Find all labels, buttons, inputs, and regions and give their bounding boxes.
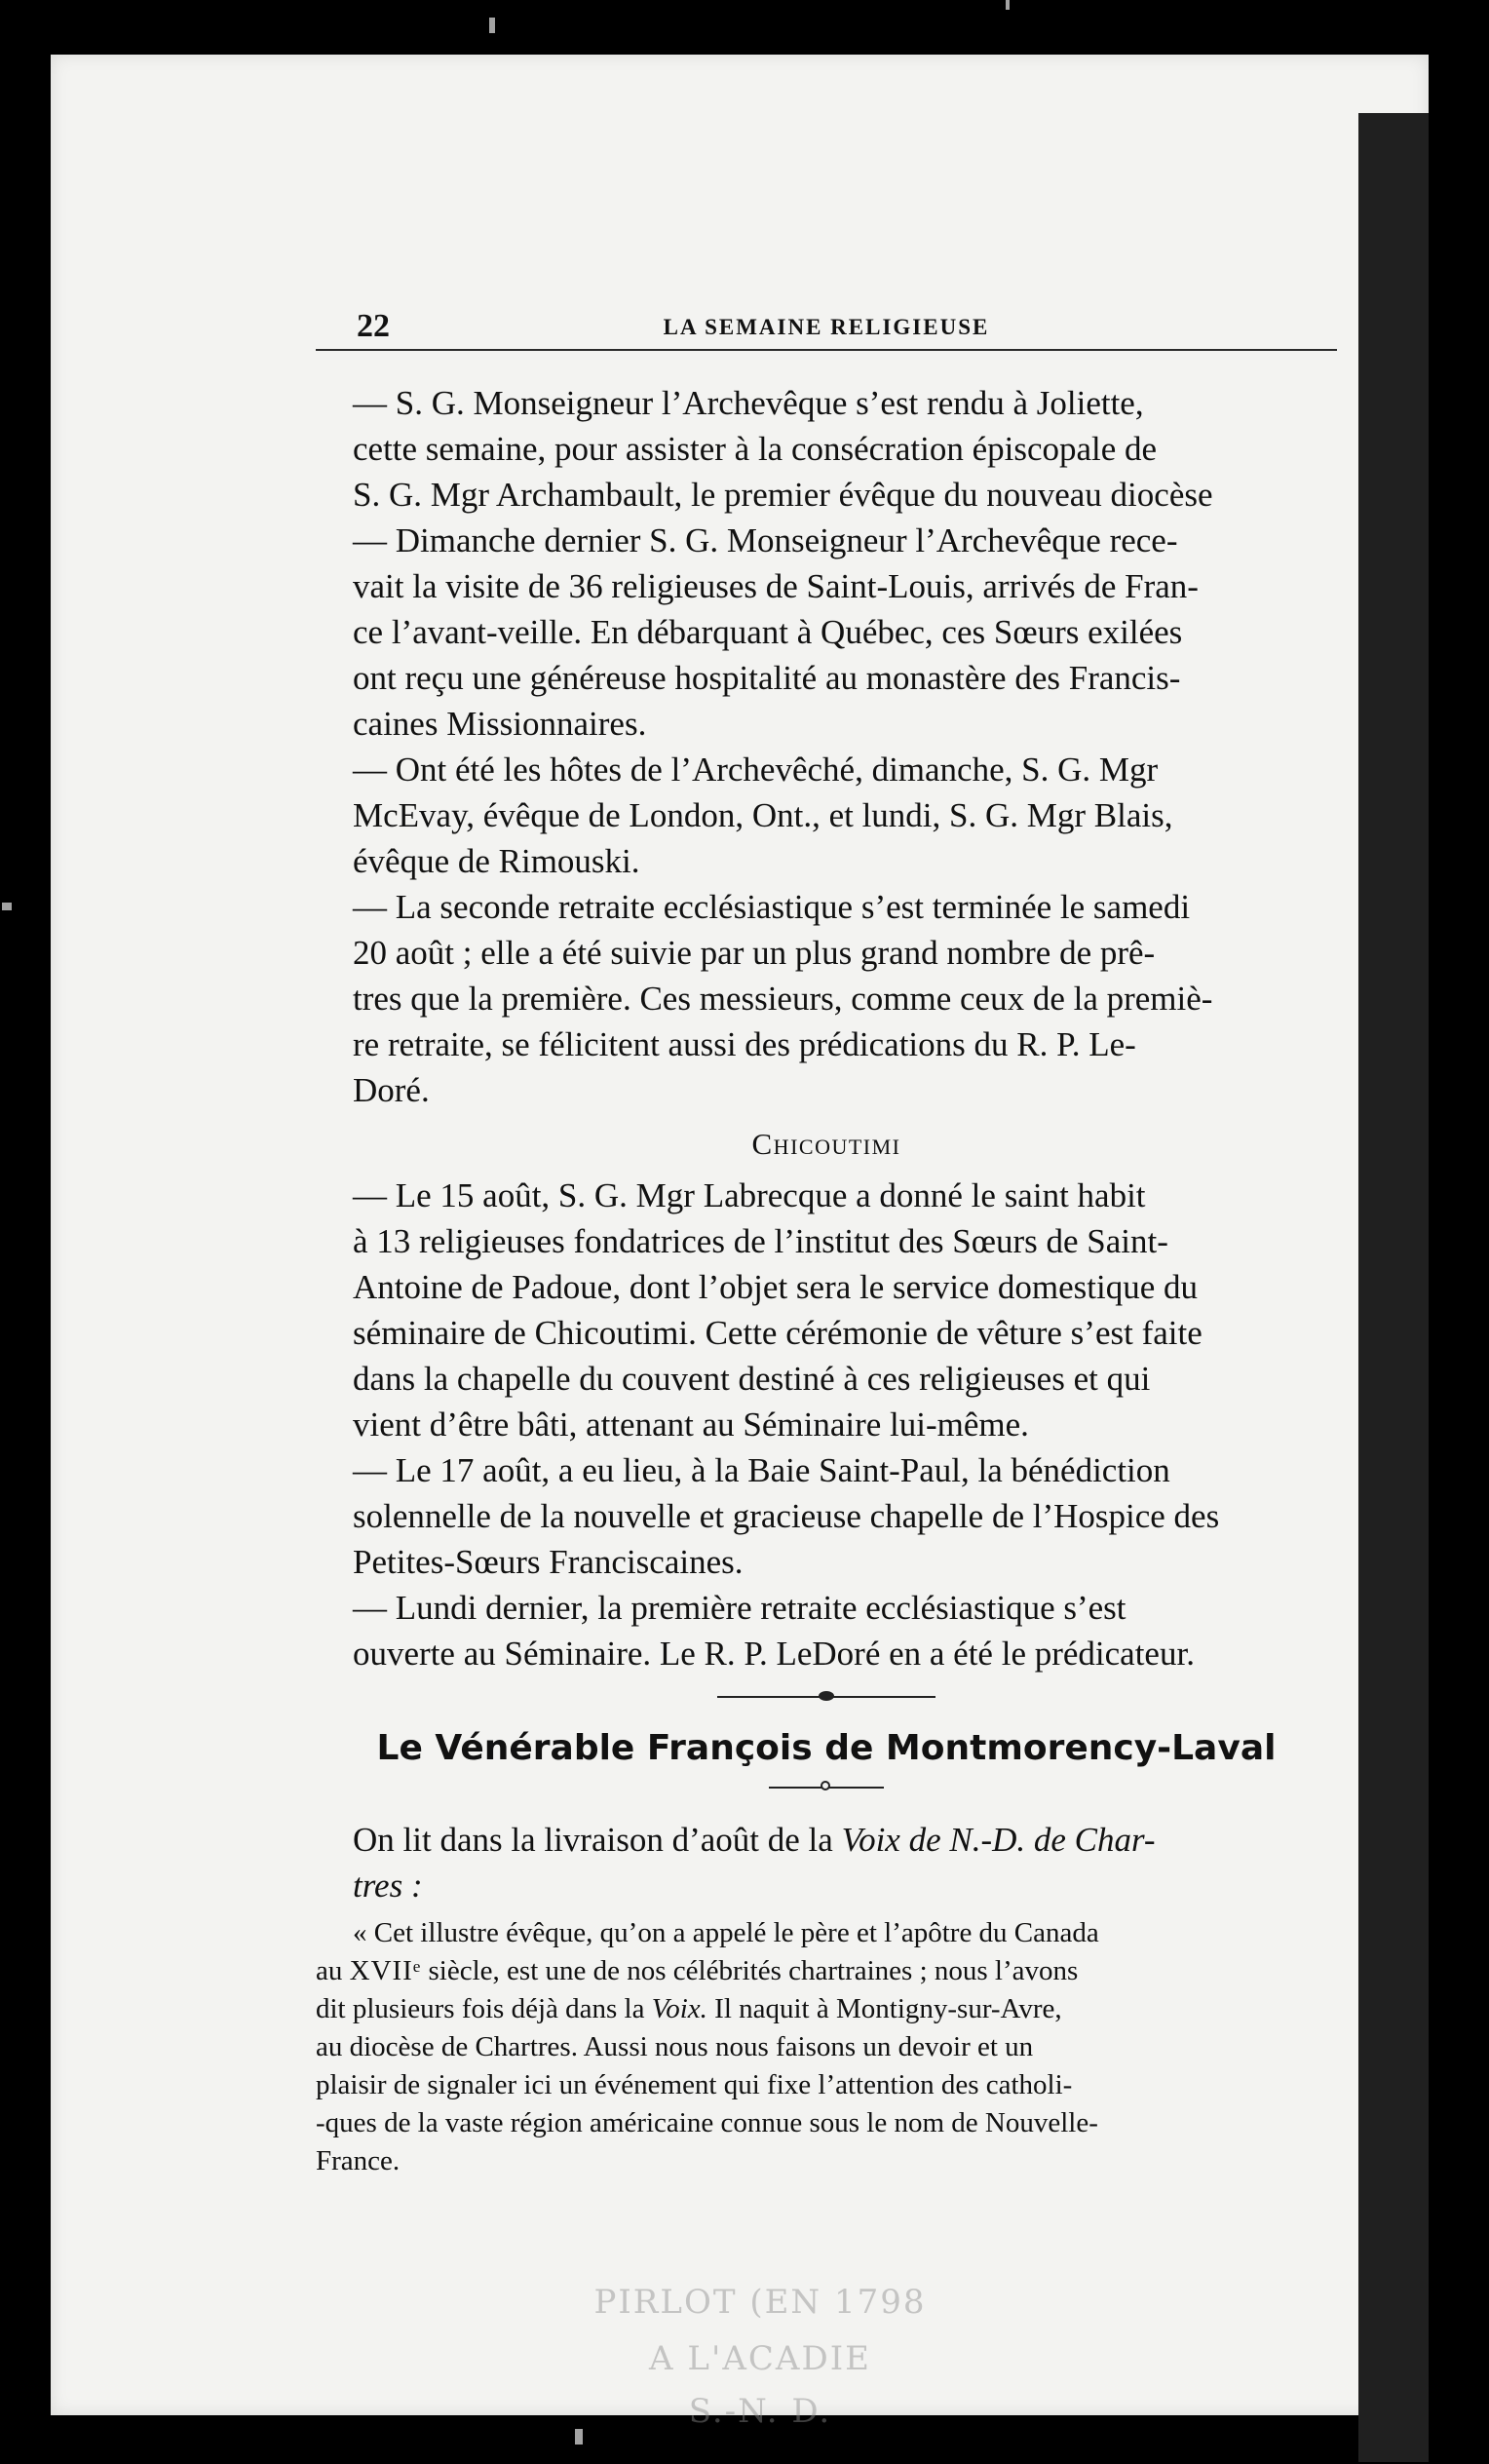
- quote-line: [316, 1990, 1337, 2028]
- quote-line: au diocèse de Chartres. Aussi nous nous faisons un devoir et un: [316, 2031, 1034, 2062]
- text-line: solennelle de la nouvelle et gracieuse chapelle de l’Hospice des: [353, 1497, 1220, 1535]
- text-line: vient d’être bâti, attenant au Séminaire lui-même.: [353, 1405, 1029, 1444]
- text-line: — Lundi dernier, la première retraite ecclésiastique s’est: [353, 1589, 1126, 1627]
- page-content: [316, 306, 1337, 2180]
- text-line: — Ont été les hôtes de l’Archevêché, dimanche, S. G. Mgr: [353, 751, 1159, 789]
- decorative-rule: [717, 1690, 935, 1704]
- paragraph-blessing: [316, 1447, 1337, 1585]
- century-number: XVIIᵉ: [349, 1955, 422, 1986]
- faded-show-through-line: S.-N. D.: [688, 2392, 832, 2431]
- text-line: ouverte au Séminaire. Le R. P. LeDoré en a été le prédicateur.: [353, 1635, 1195, 1673]
- page-edge-shadow: [1358, 113, 1429, 2462]
- faded-show-through-line: PIRLOT (EN 1798: [593, 2283, 927, 2322]
- text-line: — S. G. Monseigneur l’Archevêque s’est rendu à Joliette,: [353, 384, 1144, 422]
- quote-line: France.: [316, 2145, 401, 2176]
- page-body: [316, 380, 1337, 1676]
- decorative-rule-center: [819, 1691, 834, 1701]
- text-line: McEvay, évêque de London, Ont., et lundi, S. G. Mgr Blais,: [353, 796, 1173, 834]
- faded-show-through-line: A L'ACADIE: [649, 2339, 871, 2378]
- text-line: — Dimanche dernier S. G. Monseigneur l’Archevêque rece-: [353, 521, 1178, 559]
- intro-line: [316, 1817, 1337, 1863]
- text-line: à 13 religieuses fondatrices de l’institut des Sœurs de Saint-: [353, 1222, 1168, 1260]
- intro-text: On lit dans la livraison d’août de la: [353, 1821, 842, 1859]
- text-line: re retraite, se félicitent aussi des prédications du R. P. Le-: [353, 1025, 1136, 1063]
- text-line: vait la visite de 36 religieuses de Saint-Louis, arrivés de Fran-: [353, 567, 1199, 605]
- text-line: — La seconde retraite ecclésiastique s’est terminée le samedi: [353, 888, 1191, 926]
- text-line: dans la chapelle du couvent destiné à ces religieuses et qui: [353, 1360, 1151, 1398]
- quote-text: dit plusieurs fois déjà dans la: [316, 1993, 652, 2024]
- publication-short-title: Voix.: [651, 1993, 707, 2024]
- publication-title: Voix de N.-D. de Char-: [841, 1821, 1156, 1859]
- text-line: séminaire de Chicoutimi. Cette cérémonie de vêture s’est faite: [353, 1314, 1203, 1352]
- article-intro: [316, 1817, 1337, 1908]
- quote-line: [316, 1952, 1337, 1990]
- document-page: [51, 55, 1429, 2431]
- quote-text: siècle, est une de nos célébrités chartraines ; nous l’avons: [421, 1955, 1079, 1986]
- article-title: Le Vénérable François de Montmorency-Laval: [376, 1728, 1277, 1768]
- scan-mark-top-left: [489, 18, 495, 33]
- running-title: LA SEMAINE RELIGIEUSE: [663, 315, 990, 339]
- scan-mark-top-middle: [1006, 0, 1010, 10]
- paragraph-guests: [316, 747, 1337, 884]
- section-heading-chicoutimi: Chicoutimi: [751, 1127, 901, 1161]
- paragraph-joliette: [316, 380, 1337, 518]
- text-line: Petites-Sœurs Franciscaines.: [353, 1543, 744, 1581]
- scan-mark-left-edge: [2, 903, 12, 910]
- scan-mark-bottom-left: [575, 2429, 583, 2445]
- page-number: 22: [357, 308, 390, 344]
- text-line: S. G. Mgr Archambault, le premier évêque du nouveau diocèse: [353, 476, 1213, 514]
- small-decorative-rule: [769, 1780, 884, 1793]
- text-line: ce l’avant-veille. En débarquant à Québec, ces Sœurs exilées: [353, 613, 1183, 651]
- text-line: 20 août ; elle a été suivie par un plus grand nombre de prê-: [353, 934, 1156, 972]
- quote-line: plaisir de signaler ici un événement qui fixe l’attention des catholi-: [316, 2069, 1073, 2100]
- paragraph-sisters-visit: [316, 518, 1337, 747]
- quote-line: « Cet illustre évêque, qu’on a appelé le père et l’apôtre du Canada: [353, 1917, 1099, 1948]
- text-line: cette semaine, pour assister à la consécration épiscopale de: [353, 430, 1158, 468]
- quote-line: -ques de la vaste région américaine connue sous le nom de Nouvelle-: [316, 2107, 1098, 2138]
- intro-line: tres :: [353, 1867, 423, 1905]
- text-line: Doré.: [353, 1071, 430, 1109]
- paragraph-retreat: [316, 884, 1337, 1113]
- text-line: — Le 15 août, S. G. Mgr Labrecque a donné le saint habit: [353, 1176, 1146, 1214]
- paragraph-seminary-retreat: [316, 1585, 1337, 1676]
- text-line: évêque de Rimouski.: [353, 842, 640, 880]
- text-line: Antoine de Padoue, dont l’objet sera le service domestique du: [353, 1268, 1198, 1306]
- article-quote: [316, 1914, 1337, 2180]
- quote-text: Il naquit à Montigny-sur-Avre,: [706, 1993, 1062, 2024]
- text-line: tres que la première. Ces messieurs, comme ceux de la premiè-: [353, 980, 1213, 1018]
- page-header: [316, 306, 1337, 351]
- text-line: — Le 17 août, a eu lieu, à la Baie Saint-Paul, la bénédiction: [353, 1451, 1170, 1489]
- text-line: caines Missionnaires.: [353, 705, 647, 743]
- text-line: ont reçu une généreuse hospitalité au monastère des Francis-: [353, 659, 1181, 697]
- quote-text: au: [316, 1955, 350, 1986]
- small-rule-circle: [821, 1781, 830, 1790]
- paragraph-labrecque: [316, 1173, 1337, 1447]
